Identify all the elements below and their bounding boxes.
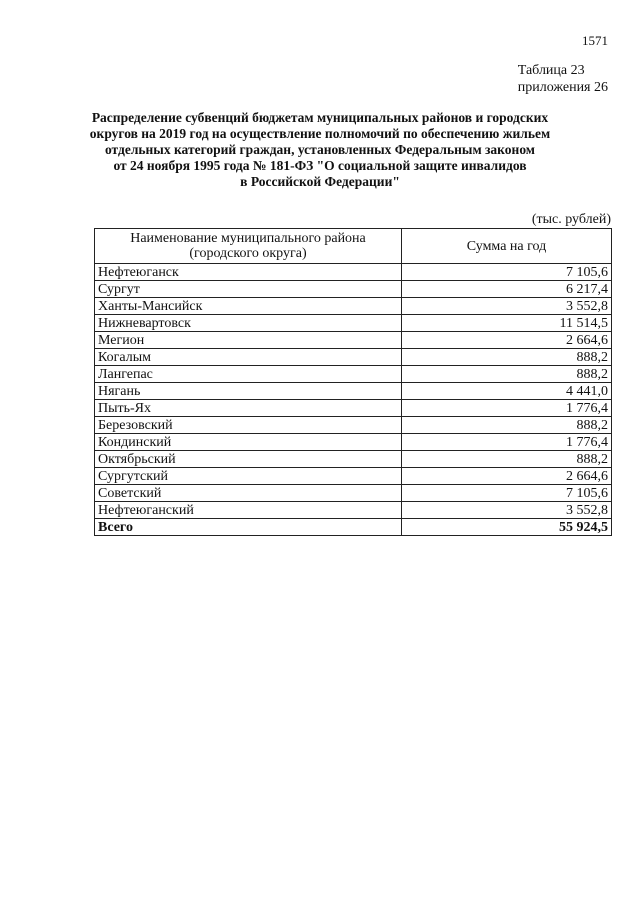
- district-amount: 4 441,0: [402, 383, 612, 400]
- district-amount: 7 105,6: [402, 264, 612, 281]
- district-amount: 2 664,6: [402, 332, 612, 349]
- table-row: [95, 366, 612, 383]
- district-name: Мегион: [95, 332, 402, 349]
- subvention-table: [94, 228, 612, 536]
- title-line: Распределение субвенций бюджетам муниципальных районов и городских: [91, 110, 549, 125]
- title-line: округов на 2019 год на осуществление полномочий по обеспечению жильем: [89, 126, 551, 141]
- district-name: Лангепас: [95, 366, 402, 383]
- district-name: Когалым: [95, 349, 402, 366]
- district-amount: 888,2: [402, 451, 612, 468]
- district-name: Советский: [95, 485, 402, 502]
- district-name: Нефтеюганский: [95, 502, 402, 519]
- district-name: Пыть-Ях: [95, 400, 402, 417]
- units-label: (тыс. рублей): [531, 212, 611, 227]
- table-header-row: [95, 229, 612, 264]
- district-name: Ханты-Мансийск: [95, 298, 402, 315]
- table-row: [95, 383, 612, 400]
- district-amount: 3 552,8: [402, 502, 612, 519]
- column-header-name-line2: (городского округа): [189, 246, 307, 261]
- table-row: [95, 281, 612, 298]
- table-row: [95, 400, 612, 417]
- district-name: Березовский: [95, 417, 402, 434]
- district-amount: 888,2: [402, 417, 612, 434]
- column-header-name: [95, 229, 402, 264]
- district-amount: 1 776,4: [402, 434, 612, 451]
- district-name: Кондинский: [95, 434, 402, 451]
- table-row: [95, 502, 612, 519]
- document-title: [60, 110, 580, 190]
- table-row: [95, 485, 612, 502]
- appendix-reference: приложения 26: [517, 80, 608, 95]
- title-line: отдельных категорий граждан, установленных Федеральным законом: [104, 142, 536, 157]
- table-row: [95, 468, 612, 485]
- page-number: 1571: [582, 33, 608, 48]
- district-name: Сургут: [95, 281, 402, 298]
- table-reference: [518, 62, 608, 96]
- column-header-name-line1: Наименование муниципального района: [130, 231, 366, 246]
- table-row: [95, 298, 612, 315]
- total-row: [95, 519, 612, 536]
- district-amount: 2 664,6: [402, 468, 612, 485]
- table-row: [95, 451, 612, 468]
- table-row: [95, 434, 612, 451]
- table-row: [95, 332, 612, 349]
- district-amount: 11 514,5: [402, 315, 612, 332]
- district-name: Нягань: [95, 383, 402, 400]
- table-row: [95, 315, 612, 332]
- table-row: [95, 264, 612, 281]
- district-amount: 1 776,4: [402, 400, 612, 417]
- district-amount: 888,2: [402, 349, 612, 366]
- district-amount: 3 552,8: [402, 298, 612, 315]
- district-amount: 6 217,4: [402, 281, 612, 298]
- district-name: Октябрьский: [95, 451, 402, 468]
- district-name: Нижневартовск: [95, 315, 402, 332]
- table-number: Таблица 23: [517, 63, 585, 78]
- district-amount: 7 105,6: [402, 485, 612, 502]
- title-line: от 24 ноября 1995 года № 181-ФЗ "О социальной защите инвалидов: [113, 158, 527, 173]
- table-row: [95, 349, 612, 366]
- title-line: в Российской Федерации": [240, 174, 400, 189]
- district-amount: 888,2: [402, 366, 612, 383]
- district-name: Нефтеюганск: [95, 264, 402, 281]
- column-header-sum: Сумма на год: [402, 229, 612, 264]
- table-row: [95, 417, 612, 434]
- total-label: Всего: [95, 519, 402, 536]
- total-amount: 55 924,5: [402, 519, 612, 536]
- district-name: Сургутский: [95, 468, 402, 485]
